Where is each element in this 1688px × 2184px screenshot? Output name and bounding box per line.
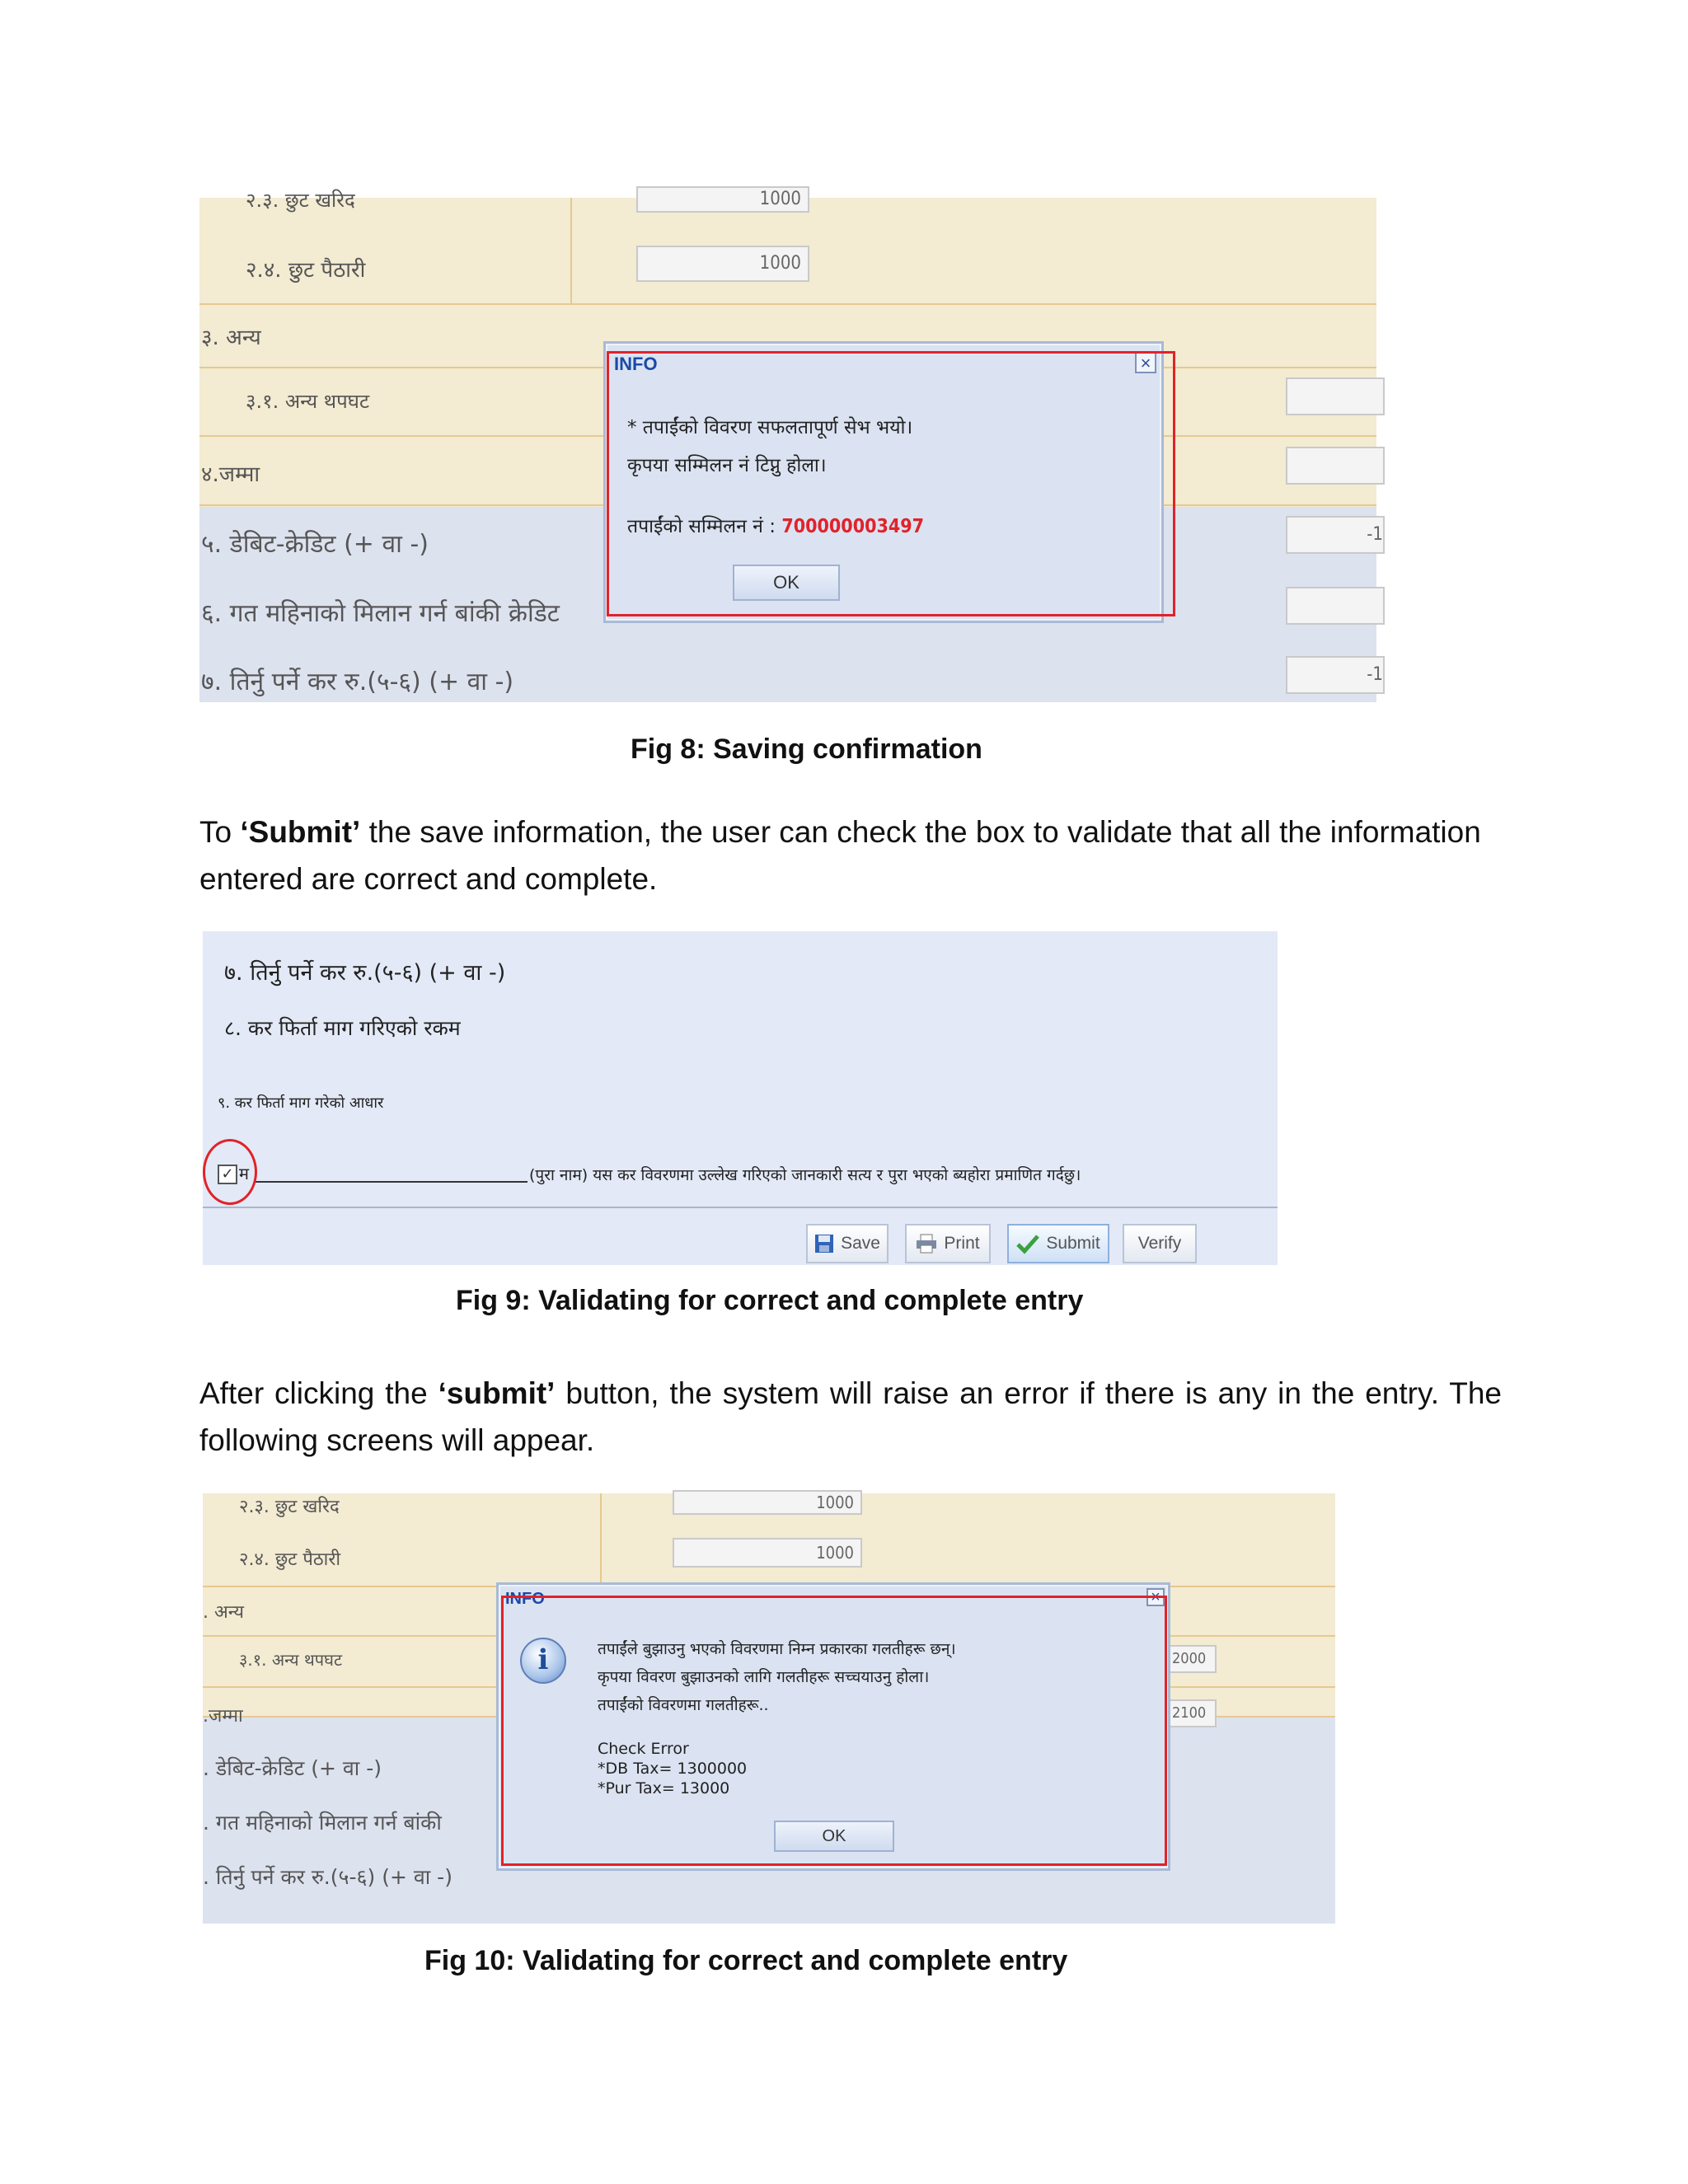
fig8-registration-label: तपाईंको सम्मिलन नं :: [627, 516, 782, 537]
fig10-error-heading: Check Error: [598, 1740, 689, 1758]
fig9-declaration-text: (पुरा नाम) यस कर विवरणमा उल्लेख गरिएको जानकारी सत्य र पुरा भएको ब्यहोरा प्रमाणित गर्दछु।: [529, 1166, 1081, 1184]
fig9-declaration-prefix: म: [239, 1164, 249, 1183]
fig10-highlight-frame: [501, 1596, 1167, 1866]
fig8-row-4-input-2[interactable]: [1286, 447, 1385, 485]
fig8-screenshot: [199, 189, 1383, 702]
fig10-ok-button[interactable]: OK: [774, 1821, 894, 1852]
fig10-row-3-label: . अन्य: [203, 1602, 245, 1623]
fig8-row-4-label: ४.जम्मा: [201, 462, 260, 487]
fig9-row-8-label: ८. कर फिर्ता माग गरिएको रकम: [224, 1016, 461, 1040]
submit-keyword: ‘Submit’: [240, 815, 361, 849]
fig8-caption: Fig 8: Saving confirmation: [631, 733, 982, 765]
fig8-row-6-label: ६. गत महिनाको मिलान गर्न बांकी क्रेडिट: [201, 599, 560, 628]
fig10-row-5-label: . डेबिट-क्रेडिट (+ वा -): [203, 1756, 382, 1780]
close-icon[interactable]: ×: [1146, 1588, 1165, 1606]
checkbox-icon[interactable]: ✓: [218, 1165, 237, 1184]
verify-button[interactable]: Verify: [1123, 1224, 1197, 1263]
fig10-dialog-title: INFO: [505, 1590, 545, 1608]
fig10-error-db-tax: *DB Tax= 1300000: [598, 1760, 748, 1778]
paragraph-submit-error: After clicking the ‘submit’ button, the system will raise an error if there is any in the entry. The following screens will appear.: [199, 1376, 1502, 1457]
fig9-row-9-label: ९. कर फिर्ता माग गरेको आधार: [218, 1094, 384, 1112]
check-icon: [1016, 1234, 1039, 1254]
fig10-dialog-line3: तपाईंको विवरणमा गलतीहरू..: [598, 1696, 769, 1714]
fig9-divider: [203, 1207, 1278, 1208]
fig10-row-2-4-input[interactable]: 1000: [673, 1538, 862, 1568]
fig8-highlight-frame: [607, 351, 1175, 616]
fig8-row-2-3-label: २.३. छुट खरिद: [246, 189, 355, 212]
fig8-row-2-4-input[interactable]: 1000: [636, 246, 809, 282]
paragraph-submit-instructions: To ‘Submit’ the save information, the user can check the box to validate that all the information entered are correct and complete.: [199, 815, 1481, 896]
fig8-registration-number: 700000003497: [781, 516, 925, 537]
fig8-dialog-title: INFO: [614, 354, 658, 374]
fig10-row-2-3-input[interactable]: 1000: [673, 1490, 862, 1515]
fig10-row-4-input[interactable]: 2100: [1167, 1699, 1217, 1727]
submit-button[interactable]: Submit: [1007, 1224, 1109, 1263]
fig8-row-7-label: ७. तिर्नु पर्ने कर रु.(५-६) (+ वा -): [201, 668, 514, 696]
fig10-dialog-line1: तपाईंले बुझाउनु भएको विवरणमा निम्न प्रकारका गलतीहरू छन्।: [598, 1640, 956, 1658]
fig8-row-3-1-label: ३.१. अन्य थपघट: [246, 390, 370, 413]
fig9-screenshot: [203, 931, 1278, 1265]
fig9-name-underline: [256, 1181, 528, 1183]
fig8-row-6-input[interactable]: [1286, 587, 1385, 625]
fig10-row-7-label: . तिर्नु पर्ने कर रु.(५-६) (+ वा -): [203, 1865, 452, 1889]
submit-keyword-2: ‘submit’: [438, 1376, 556, 1410]
fig10-error-pur-tax: *Pur Tax= 13000: [598, 1779, 730, 1797]
fig9-caption: Fig 9: Validating for correct and complete entry: [456, 1285, 1084, 1316]
fig10-row-6-label: . गत महिनाको मिलान गर्न बांकी: [203, 1811, 442, 1835]
fig10-row-2-4-label: २.४. छुट पैठारी: [239, 1549, 341, 1570]
fig8-row-3-label: ३. अन्य: [201, 326, 261, 350]
fig8-row-7-input[interactable]: -1: [1286, 656, 1385, 694]
fig10-caption: Fig 10: Validating for correct and complete entry: [424, 1945, 1068, 1976]
save-icon: [814, 1234, 834, 1254]
print-icon: [916, 1234, 937, 1254]
fig10-screenshot: [203, 1493, 1335, 1924]
fig8-row-2-3-input[interactable]: 1000: [636, 186, 809, 213]
fig8-dialog-line2: कृपया सम्मिलन नं टिप्नु होला।: [627, 455, 827, 476]
close-icon[interactable]: ×: [1135, 352, 1156, 373]
fig8-dialog-line1: * तपाईंको विवरण सफलतापूर्ण सेभ भयो।: [627, 417, 913, 438]
fig9-checkbox-highlight: [203, 1139, 257, 1205]
fig10-dialog-line2: कृपया विवरण बुझाउनको लागि गलतीहरू सच्चयाउनु होला।: [598, 1668, 930, 1686]
fig8-row-5-label: ५. डेबिट-क्रेडिट (+ वा -): [201, 530, 429, 559]
fig8-row-3-1-input-2[interactable]: [1286, 377, 1385, 415]
save-button[interactable]: Save: [806, 1224, 889, 1263]
fig10-row-4-label: .जम्मा: [203, 1706, 243, 1727]
fig10-row-3-1-input[interactable]: 2000: [1167, 1645, 1217, 1673]
fig10-row-3-1-label: ३.१. अन्य थपघट: [239, 1650, 343, 1670]
info-icon: i: [520, 1638, 566, 1684]
fig8-row-5-input[interactable]: -1: [1286, 516, 1385, 554]
fig9-row-7-label: ७. तिर्नु पर्ने कर रु.(५-६) (+ वा -): [224, 960, 506, 986]
fig10-row-2-3-label: २.३. छुट खरिद: [239, 1497, 340, 1517]
print-button[interactable]: Print: [905, 1224, 991, 1263]
fig8-row-2-4-label: २.४. छुट पैठारी: [246, 258, 366, 283]
fig8-ok-button[interactable]: OK: [733, 565, 840, 601]
